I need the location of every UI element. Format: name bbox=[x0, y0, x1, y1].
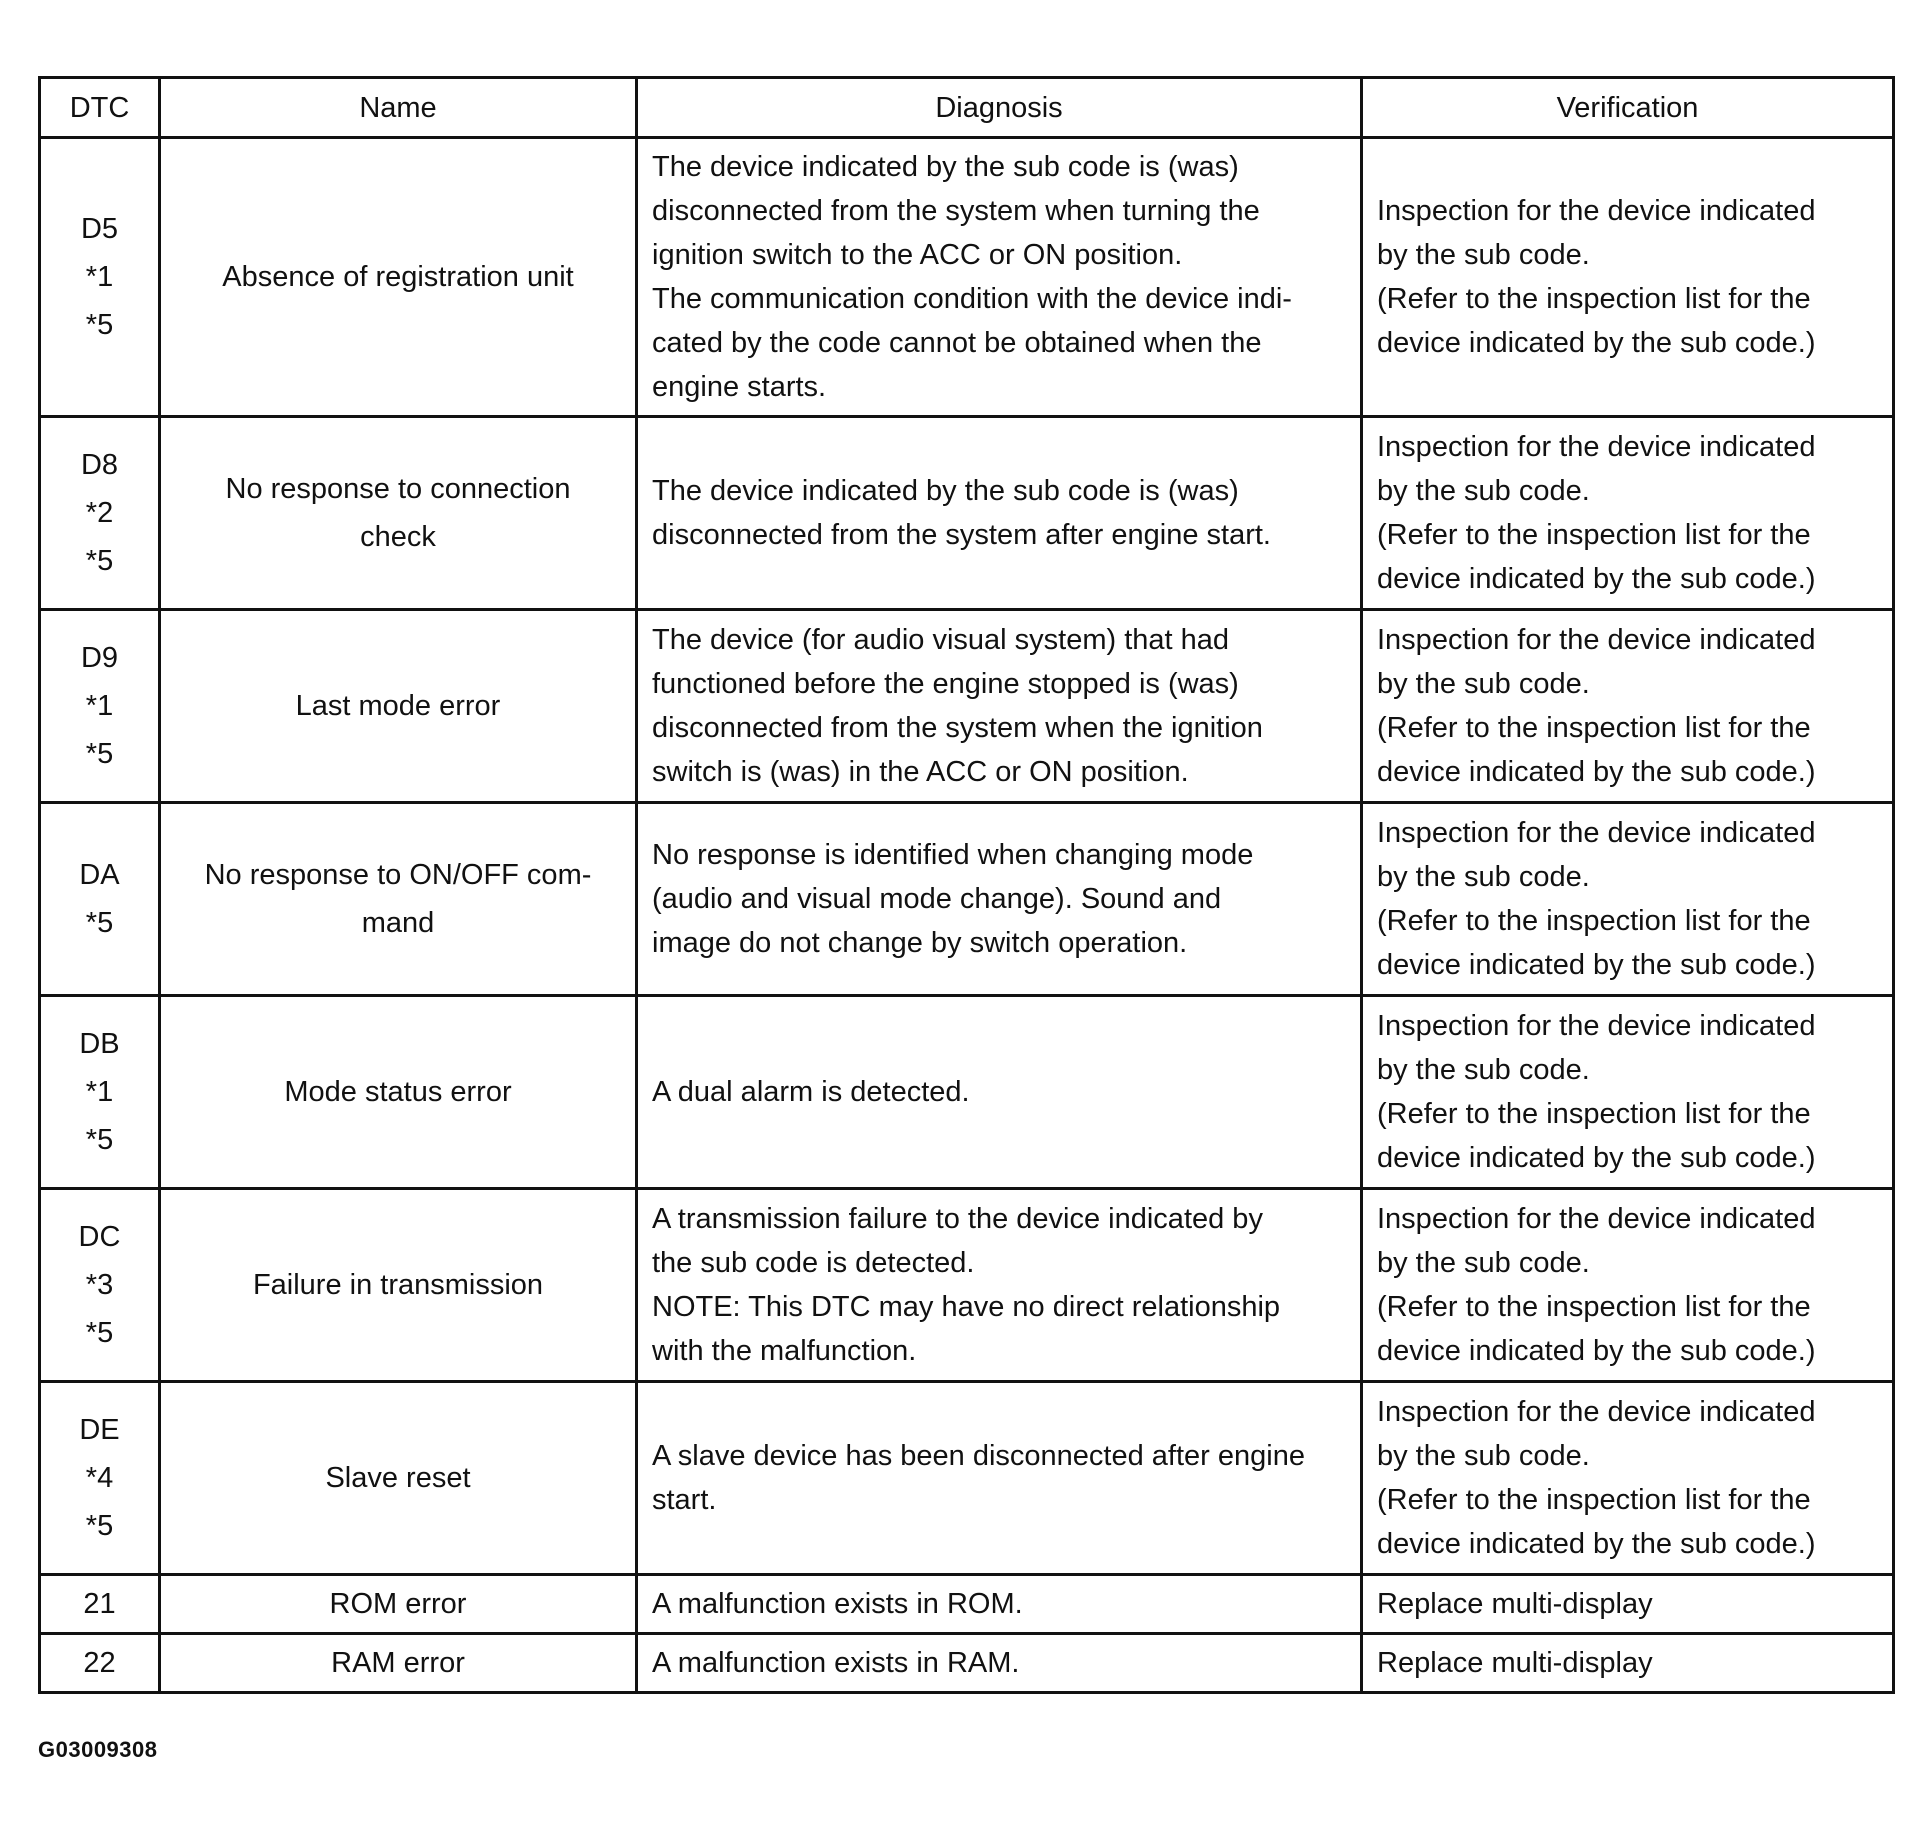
verification-cell: Inspection for the device indicated by the sub code. (Refer to the inspection list for the device indicated by the sub code.) bbox=[1362, 610, 1894, 803]
verification-cell: Replace multi-display bbox=[1362, 1634, 1894, 1693]
diagnosis-cell: A dual alarm is detected. bbox=[637, 996, 1362, 1189]
verification-cell: Inspection for the device indicated by the sub code. (Refer to the inspection list for the device indicated by the sub code.) bbox=[1362, 996, 1894, 1189]
dtc-cell: D8 *2 *5 bbox=[40, 417, 160, 610]
diagnosis-cell: The device indicated by the sub code is (was) disconnected from the system after engine start. bbox=[637, 417, 1362, 610]
name-cell: Failure in transmission bbox=[160, 1189, 637, 1382]
table-row bbox=[40, 996, 1894, 1189]
diagnosis-cell: No response is identified when changing mode (audio and visual mode change). Sound and image do not change by switch operation. bbox=[637, 803, 1362, 996]
header-diagnosis: Diagnosis bbox=[637, 78, 1362, 138]
dtc-cell: DA *5 bbox=[40, 803, 160, 996]
name-cell: Slave reset bbox=[160, 1382, 637, 1575]
dtc-cell: D5 *1 *5 bbox=[40, 138, 160, 417]
header-verification: Verification bbox=[1362, 78, 1894, 138]
dtc-cell: DC *3 *5 bbox=[40, 1189, 160, 1382]
dtc-cell: 21 bbox=[40, 1575, 160, 1634]
diagnosis-cell: A slave device has been disconnected after engine start. bbox=[637, 1382, 1362, 1575]
table-row bbox=[40, 138, 1894, 417]
name-cell: Absence of registration unit bbox=[160, 138, 637, 417]
diagnosis-cell: A malfunction exists in ROM. bbox=[637, 1575, 1362, 1634]
name-cell: ROM error bbox=[160, 1575, 637, 1634]
verification-cell: Inspection for the device indicated by the sub code. (Refer to the inspection list for the device indicated by the sub code.) bbox=[1362, 417, 1894, 610]
verification-cell: Inspection for the device indicated by the sub code. (Refer to the inspection list for the device indicated by the sub code.) bbox=[1362, 1189, 1894, 1382]
name-cell: Mode status error bbox=[160, 996, 637, 1189]
table-row bbox=[40, 610, 1894, 803]
name-cell: No response to ON/OFF com- mand bbox=[160, 803, 637, 996]
verification-cell: Inspection for the device indicated by the sub code. (Refer to the inspection list for the device indicated by the sub code.) bbox=[1362, 803, 1894, 996]
table-row bbox=[40, 1189, 1894, 1382]
table-row bbox=[40, 417, 1894, 610]
diagnosis-cell: The device indicated by the sub code is (was) disconnected from the system when turning the ignition switch to the ACC or ON position. The communication condition with the device indi- cated by the code cannot be obtained when the engine starts. bbox=[637, 138, 1362, 417]
diagnosis-cell: The device (for audio visual system) that had functioned before the engine stopped is (was) disconnected from the system when the ignition switch is (was) in the ACC or ON position. bbox=[637, 610, 1362, 803]
name-cell: No response to connection check bbox=[160, 417, 637, 610]
name-cell: RAM error bbox=[160, 1634, 637, 1693]
diagnosis-cell: A malfunction exists in RAM. bbox=[637, 1634, 1362, 1693]
dtc-cell: DE *4 *5 bbox=[40, 1382, 160, 1575]
dtc-cell: D9 *1 *5 bbox=[40, 610, 160, 803]
name-cell: Last mode error bbox=[160, 610, 637, 803]
dtc-cell: DB *1 *5 bbox=[40, 996, 160, 1189]
header-name: Name bbox=[160, 78, 637, 138]
dtc-cell: 22 bbox=[40, 1634, 160, 1693]
table-header-row bbox=[40, 78, 1894, 138]
verification-cell: Inspection for the device indicated by the sub code. (Refer to the inspection list for the device indicated by the sub code.) bbox=[1362, 1382, 1894, 1575]
table-row bbox=[40, 1382, 1894, 1575]
verification-cell: Inspection for the device indicated by the sub code. (Refer to the inspection list for the device indicated by the sub code.) bbox=[1362, 138, 1894, 417]
header-dtc: DTC bbox=[40, 78, 160, 138]
diagnosis-cell: A transmission failure to the device indicated by the sub code is detected. NOTE: This DTC may have no direct relationship with the malfunction. bbox=[637, 1189, 1362, 1382]
figure-id: G03009308 bbox=[38, 1737, 158, 1762]
table-row bbox=[40, 1634, 1894, 1693]
verification-cell: Replace multi-display bbox=[1362, 1575, 1894, 1634]
table-row bbox=[40, 803, 1894, 996]
table-row bbox=[40, 1575, 1894, 1634]
dtc-table bbox=[38, 76, 1895, 1694]
